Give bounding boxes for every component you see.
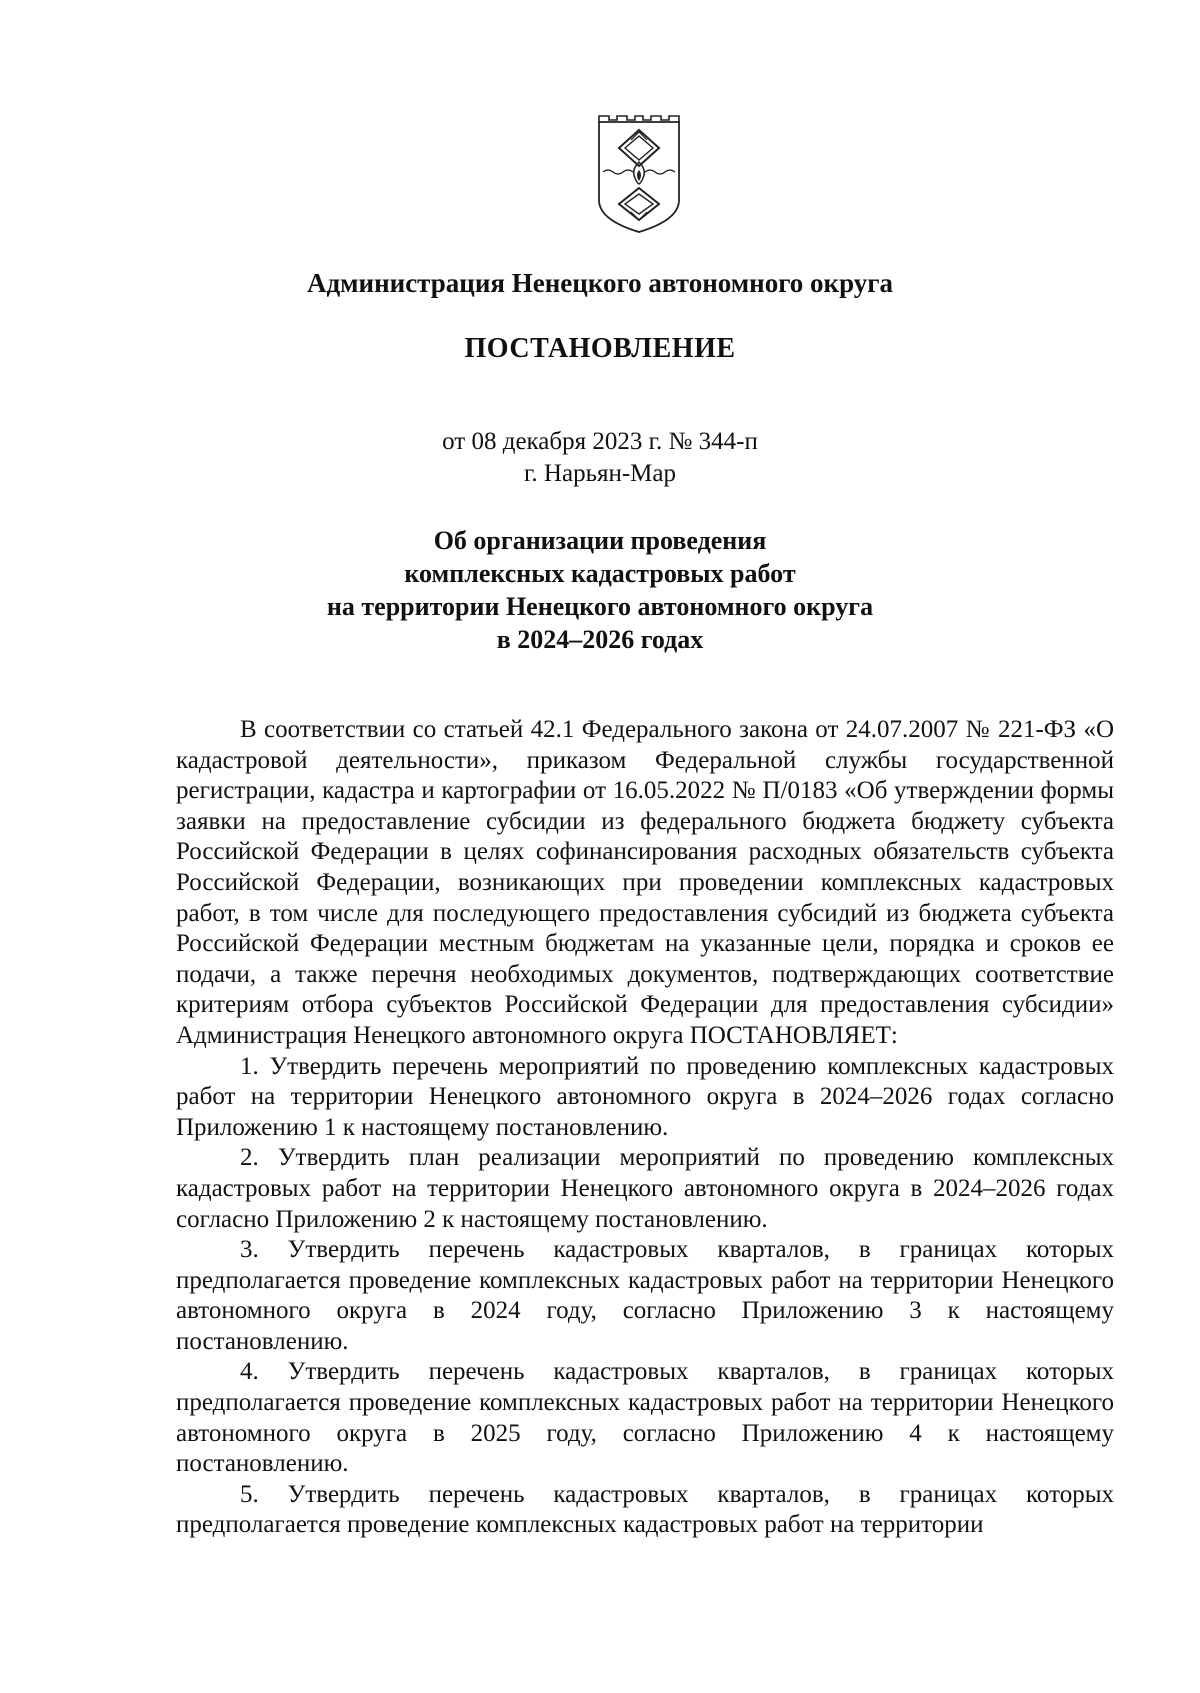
subject-line: комплексных кадастровых работ	[404, 559, 796, 588]
subject-line: Об организации проведения	[433, 526, 767, 555]
document-body	[176, 715, 1114, 1541]
clause-2: 2. Утвердить план реализации мероприятий по проведению комплексных кадастровых работ на территории Ненецкого автономного округа в 2024–2026 годах согласно Приложению 2 к настоящему постановлению.	[176, 1144, 1114, 1233]
subject-line: на территории Ненецкого автономного округа	[326, 592, 874, 621]
clause-3: 3. Утвердить перечень кадастровых кварталов, в границах которых предполагается проведение комплексных кадастровых работ на территории Ненецкого автономного округа в 2024 году, согласно Приложению 3 к настоящему постановлению.	[176, 1236, 1114, 1355]
clause-5: 5. Утвердить перечень кадастровых кварталов, в границах которых предполагается проведение комплексных кадастровых работ на территории	[176, 1480, 1114, 1539]
document-subject	[0, 524, 1200, 656]
subject-line: в 2024–2026 годах	[496, 625, 704, 654]
document-city: г. Нарьян-Мар	[523, 460, 676, 487]
document-type: ПОСТАНОВЛЕНИЕ	[464, 333, 736, 364]
document-date-number: от 08 декабря 2023 г. № 344-п	[442, 428, 758, 455]
preamble-paragraph: В соответствии со статьей 42.1 Федерального закона от 24.07.2007 № 221-ФЗ «О кадастровой деятельности», приказом Федеральной службы государственной регистрации, кадастра и картографии от 16.05.2022 № П/0183 «Об утверждении формы заявки на предоставление субсидии из федерального бюджета бюджету субъекта Российской Федерации в целях софинансирования расходных обязательств субъекта Российской Федерации, возникающих при проведении комплексных кадастровых работ, в том числе для последующего предоставления субсидий из бюджета субъекта Российской Федерации местным бюджетам на указанные цели, порядка и сроков ее подачи, а также перечня необходимых документов, подтверждающих соответствие критериям отбора субъектов Российской Федерации для предоставления субсидии» Администрация Ненецкого автономного округа ПОСТАНОВЛЯЕТ:	[176, 716, 1114, 1049]
clause-4: 4. Утвердить перечень кадастровых кварталов, в границах которых предполагается проведение комплексных кадастровых работ на территории Ненецкого автономного округа в 2025 году, согласно Приложению 4 к настоящему постановлению.	[176, 1358, 1114, 1478]
clause-1: 1. Утвердить перечень мероприятий по проведению комплексных кадастровых работ на территории Ненецкого автономного округа в 2024–2026 годах согласно Приложению 1 к настоящему постановлению.	[176, 1052, 1114, 1141]
organization-title: Администрация Ненецкого автономного округа	[306, 268, 894, 298]
coat-of-arms-icon	[595, 112, 683, 236]
